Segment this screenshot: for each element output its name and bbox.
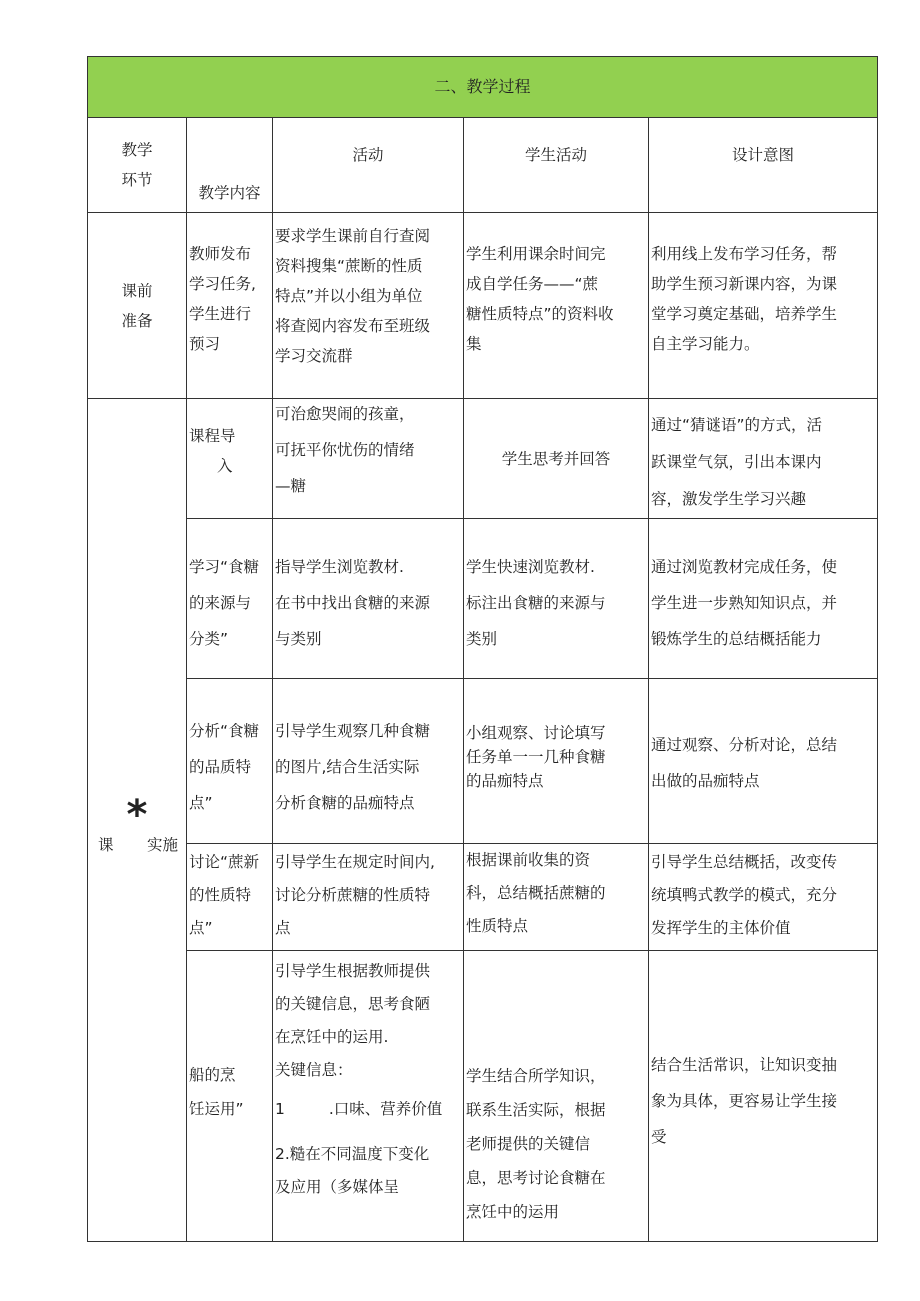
teaching-process-table (87, 56, 878, 1242)
impl-intent-2: 通过浏览教材完成任务，使 学生进一步熟知知识点，并 锻炼学生的总结概括能力 (649, 519, 878, 679)
impl-content-2: 学习“食糖 的来源与 分类” (187, 519, 273, 679)
impl-row-3 (88, 679, 878, 844)
star-mark: * (126, 792, 148, 838)
impl-student-4: 根据课前收集的资 科，总结概括蔗糖的 性质特点 (464, 844, 649, 951)
header-content: 教学内容 (187, 118, 273, 213)
impl-content-1: 课程导 入 (187, 399, 273, 519)
lesson-plan-page (87, 56, 877, 1242)
impl-intent-5: 结合生活常识，让知识变抽 象为具体，更容易让学生接 受 (649, 951, 878, 1242)
prep-row (88, 213, 878, 399)
impl-row-2 (88, 519, 878, 679)
key-info-item-1: 1 .口味、营养价值 (275, 1100, 443, 1118)
impl-row-5 (88, 951, 878, 1242)
prep-content: 教师发布 学习任务, 学生进行 预习 (187, 213, 273, 399)
prep-intent: 利用线上发布学习任务，帮 助学生预习新课内容，为课 堂学习奠定基础，培养学生 自主学习能力。 (649, 213, 878, 399)
header-row (88, 118, 878, 213)
impl-activity-2: 指导学生浏览教材. 在书中找出食糖的来源 与类别 (273, 519, 464, 679)
impl-intent-4: 引导学生总结概括，改变传 统填鸭式教学的模式，充分 发挥学生的主体价值 (649, 844, 878, 951)
impl-content-3: 分析“食糖 的品质特 点” (187, 679, 273, 844)
impl-content-5: 船的烹 饪运用” (187, 951, 273, 1242)
header-activity: 活动 (273, 118, 464, 213)
header-intent: 设计意图 (649, 118, 878, 213)
impl-row-4 (88, 844, 878, 951)
header-stage: 教学 环节 (88, 118, 187, 213)
prep-stage: 课前 准备 (88, 213, 187, 399)
prep-student: 学生利用课余时间完 成自学任务——“蔗 糖性质特点”的资料收 集 (464, 213, 649, 399)
impl-student-1: 学生思考并回答 (464, 399, 649, 519)
impl-activity-5: 引导学生根据教师提供 的关键信息，思考食陋 在烹饪中的运用. 关键信息： 1 .口味、营养价值 2.糙在不同温度下变化 及应用（多媒体呈 (273, 951, 464, 1242)
impl-intent-1: 通过“猜谜语”的方式，活 跃课堂气氛，引出本课内 容，激发学生学习兴趣 (649, 399, 878, 519)
impl-student-5: 学生结合所学知识， 联系生活实际，根据 老师提供的关键信 息，思考讨论食糖在 烹饪中的运用 (464, 951, 649, 1242)
impl-activity-3: 引导学生观察几种食糖 的图片,结合生活实际 分析食糖的品痂特点 (273, 679, 464, 844)
impl-intent-3: 通过观察、分析对论，总结 出做的品痂特点 (649, 679, 878, 844)
impl-activity-1: 可治愈哭闹的孩童， 可抚平你忧伤的情绪 —糖 (273, 399, 464, 519)
header-student: 学生活动 (464, 118, 649, 213)
impl-stage: * 课 实施 (88, 399, 187, 1242)
prep-activity: 要求学生课前自行查阅 资料搜集“蔗断的性质 特点”并以小组为单位 将查阅内容发布至班级 学习交流群 (273, 213, 464, 399)
impl-student-2: 学生快速浏览教材. 标注出食糖的来源与 类别 (464, 519, 649, 679)
section-title: 二、教学过程 (88, 57, 878, 118)
impl-row-1 (88, 399, 878, 519)
impl-content-4: 讨论“蔗新 的性质特 点” (187, 844, 273, 951)
section-title-row (88, 57, 878, 118)
impl-student-3: 小组观察、讨论填写 任务单一一几种食糖 的品痂特点 (464, 679, 649, 844)
impl-activity-4: 引导学生在规定时间内, 讨论分析蔗糖的性质特 点 (273, 844, 464, 951)
